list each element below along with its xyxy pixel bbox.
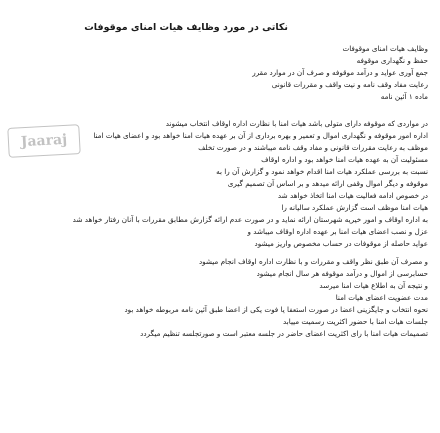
- text-line-1: وظایف هیات امنای موقوفات: [342, 44, 428, 53]
- text-line-10: نسبت به بررسی عملکرد هیات امنا اقدام خواهد نمود و گزارش آن را به: [216, 167, 428, 176]
- watermark-stamp: Jaaraj: [7, 124, 80, 158]
- text-line-2: حفظ و نگهداری موقوفه: [356, 56, 428, 65]
- text-line-21: نحوه انتخاب و جایگزینی اعضا در صورت استعفا یا فوت یکی از اعضا طبق آئین نامه مربوطه خواهد بود: [124, 305, 428, 314]
- text-line-15: عزل و نصب اعضای هیات امنا بر عهده اداره اوقاف میباشد و: [247, 227, 428, 236]
- text-line-3: جمع آوری عواید و درآمد موقوفه و صرف آن در موارد مقرر: [252, 68, 428, 77]
- text-line-11: موقوفه و دیگر اموال وقفی ارائه میدهد و بر اساس آن تصمیم گیری: [227, 179, 428, 188]
- text-line-9: مسئولیت آن به عهده هیات امنا خواهد بود و اداره اوقاف: [261, 155, 428, 164]
- text-line-17: و مصرف آن طبق نظر واقف و مقررات و با نظارت اداره اوقاف انجام میشود: [198, 257, 428, 266]
- text-line-12: در خصوص ادامه فعالیت هیات امنا اتخاذ خواهد شد: [277, 191, 428, 200]
- text-line-14: به اداره اوقاف و امور خیریه شهرستان ارائه نماید و در صورت عدم ارائه گزارش مطابق مقررات با آنان رفتار خواهد شد: [72, 215, 428, 224]
- text-line-8: موظف به رعایت مقررات قانونی و مفاد وقف نامه میباشند و در صورت تخلف: [198, 143, 428, 152]
- text-line-4: رعایت مفاد وقف نامه و نیت واقف و مقررات قانونی: [271, 80, 428, 89]
- text-line-6: در مواردی که موقوفه دارای متولی باشد هیات امنا با نظارت اداره اوقاف انتخاب میشوند: [165, 119, 428, 128]
- text-line-19: و نتیجه آن به اطلاع هیات امنا میرسد: [319, 281, 428, 290]
- text-line-18: حسابرسی از اموال و درآمد موقوفه هر سال انجام میشود: [256, 269, 428, 278]
- text-line-13: هیات امنا موظف است گزارش عملکرد سالیانه را: [281, 203, 428, 212]
- text-line-20: مدت عضویت اعضای هیات امنا: [335, 293, 428, 302]
- text-line-16: عواید حاصله از موقوفات در حساب مخصوص واریز میشود: [254, 239, 428, 248]
- text-line-7: اداره امور موقوفه و نگهداری اموال و تعمیر و بهره برداری از آن بر عهده هیات امنا خواهد بود و اعضای هیات امنا: [93, 131, 428, 140]
- text-line-22: جلسات هیات امنا با حضور اکثریت رسمیت مییابد: [283, 317, 428, 326]
- text-line-23: تصمیمات هیات امنا با رای اکثریت اعضای حاضر در جلسه معتبر است و صورتجلسه تنظیم میگردد: [140, 329, 428, 338]
- text-line-5: ماده ۱ آئین نامه: [380, 92, 428, 101]
- page-title: نکاتی در مورد وظایف هیات امنای موقوفات: [84, 22, 288, 33]
